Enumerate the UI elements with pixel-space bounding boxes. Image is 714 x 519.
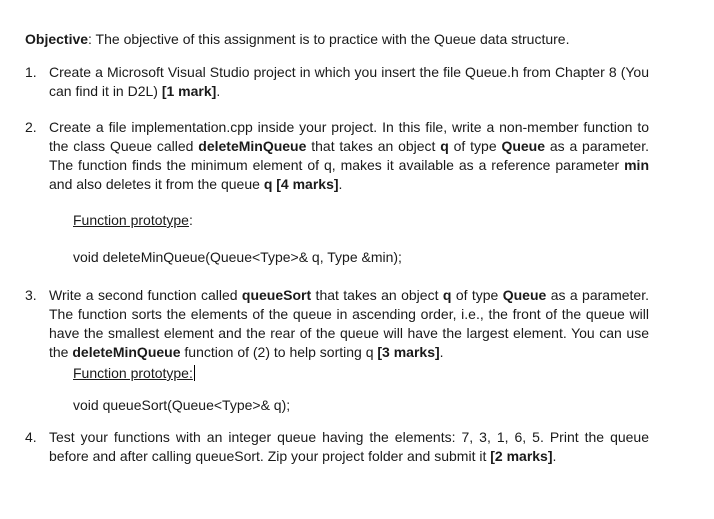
item-number: 2. (25, 119, 37, 135)
item-text: Test your functions with an integer queue having the elements: 7, 3, 1, 6, 5. Print the queue before and after calling queueSort. Zip your project folder and submit it [2 marks]. (49, 429, 649, 464)
objective-text: : The objective of this assignment is to practice with the Queue data structure. (88, 31, 570, 47)
item-number: 4. (25, 429, 37, 445)
item-text: Create a file implementation.cpp inside your project. In this file, write a non-member function to the class Queue called deleteMinQueue that takes an object q of type Queue as a parameter. The function finds the minimum element of q, makes it available as a reference parameter min and also deletes it from the queue q [4 marks]. (49, 119, 649, 192)
item-text: Create a Microsoft Visual Studio project in which you insert the file Queue.h from Chapter 8 (You can find it in D2L) [1 mark]. (49, 64, 649, 99)
text-cursor (194, 365, 195, 381)
item-text: Write a second function called queueSort that takes an object q of type Queue as a parameter. The function sorts the elements of the queue in ascending order, i.e., the front of the queue will have the smallest element and the rear of the queue will have the largest element. You can use the deleteMinQueue function of (2) to help sorting q [3 marks]. (49, 287, 649, 360)
objective-label: Objective (25, 31, 89, 47)
prototype-code-1: void deleteMinQueue(Queue<Type>& q, Type &min); (73, 249, 402, 265)
prototype-heading-1: Function prototype: (73, 212, 193, 228)
item-number: 1. (25, 64, 37, 80)
item-number: 3. (25, 287, 37, 303)
prototype-code-2: void queueSort(Queue<Type>& q); (73, 397, 291, 413)
prototype-heading-2: Function prototype: (73, 365, 193, 381)
objective-paragraph (25, 30, 665, 49)
